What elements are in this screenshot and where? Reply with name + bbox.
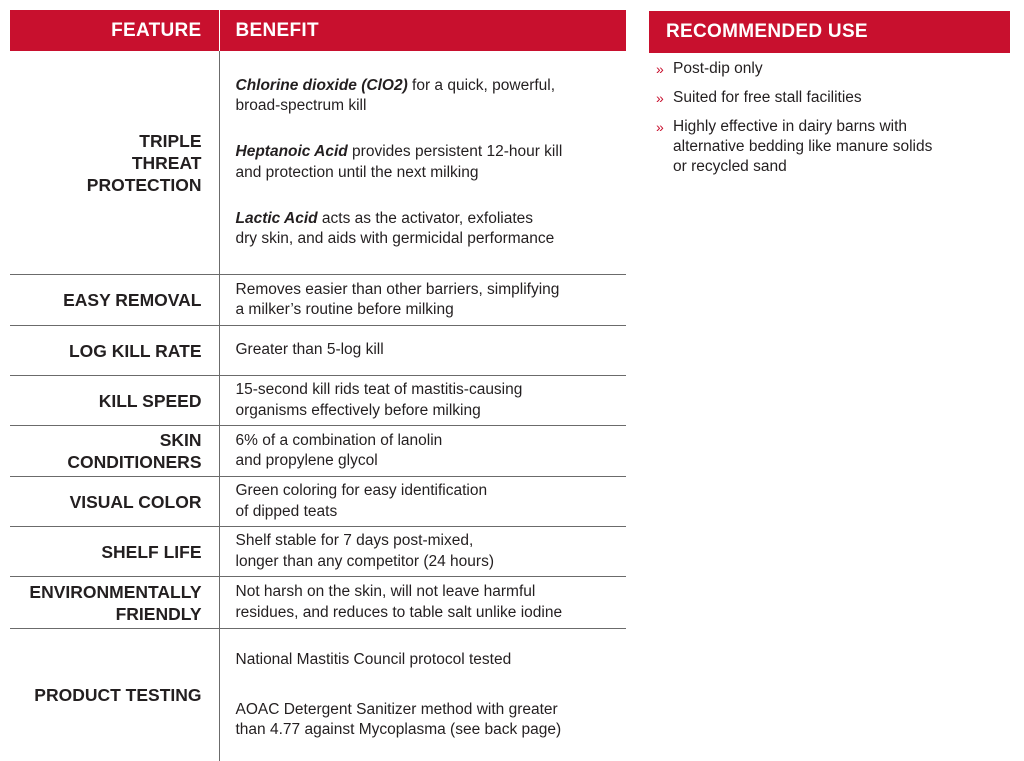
benefit-text: Greater than 5-log kill — [219, 326, 626, 376]
table-row — [10, 51, 626, 275]
benefit-paragraph: Lactic Acid acts as the activator, exfoliates dry skin, and aids with germicidal performance — [236, 209, 623, 250]
benefit-term: Lactic Acid — [236, 210, 318, 227]
table-header-row — [10, 10, 626, 51]
benefit-text: 6% of a combination of lanolin and propylene glycol — [219, 426, 626, 477]
table-row — [10, 426, 626, 477]
benefit-text: Shelf stable for 7 days post-mixed, longer than any competitor (24 hours) — [219, 527, 626, 577]
feature-label: ENVIRONMENTALLY FRIENDLY — [10, 577, 219, 629]
feature-label: TRIPLE THREAT PROTECTION — [10, 51, 219, 275]
benefit-text: Green coloring for easy identification of dipped teats — [219, 477, 626, 527]
benefit-paragraph: National Mastitis Council protocol tested — [236, 650, 623, 671]
feature-label: SKIN CONDITIONERS — [10, 426, 219, 477]
benefit-cell — [219, 51, 626, 275]
table-row — [10, 275, 626, 326]
feature-column-header: FEATURE — [10, 10, 219, 51]
recommended-use-list — [656, 59, 1006, 186]
list-item: » Highly effective in dairy barns with alternative bedding like manure solids or recycled sand — [656, 117, 1006, 177]
benefit-column-header: BENEFIT — [219, 10, 626, 51]
feature-label: VISUAL COLOR — [10, 477, 219, 527]
list-item: » Suited for free stall facilities — [656, 88, 1006, 108]
feature-label: KILL SPEED — [10, 376, 219, 426]
feature-label: EASY REMOVAL — [10, 275, 219, 326]
table-row — [10, 629, 626, 761]
benefit-term: Heptanoic Acid — [236, 143, 348, 160]
benefit-paragraph: Heptanoic Acid provides persistent 12-hour kill and protection until the next milking — [236, 142, 623, 183]
benefit-paragraph: AOAC Detergent Sanitizer method with greater than 4.77 against Mycoplasma (see back page) — [236, 700, 623, 741]
benefit-term: Chlorine dioxide (ClO2) — [236, 77, 408, 94]
table-row — [10, 376, 626, 426]
table-row — [10, 577, 626, 629]
benefit-text: 15-second kill rids teat of mastitis-causing organisms effectively before milking — [219, 376, 626, 426]
feature-label: SHELF LIFE — [10, 527, 219, 577]
bullet-icon: » — [656, 59, 664, 79]
table-row — [10, 477, 626, 527]
benefit-text: Removes easier than other barriers, simplifying a milker’s routine before milking — [219, 275, 626, 326]
recommended-use-header: RECOMMENDED USE — [649, 11, 1010, 53]
benefit-paragraph: Chlorine dioxide (ClO2) for a quick, powerful, broad-spectrum kill — [236, 76, 623, 117]
table-row — [10, 326, 626, 376]
table-row — [10, 527, 626, 577]
feature-label: PRODUCT TESTING — [10, 629, 219, 761]
feature-benefit-table — [10, 10, 626, 761]
feature-label: LOG KILL RATE — [10, 326, 219, 376]
list-item: » Post-dip only — [656, 59, 1006, 79]
benefit-cell — [219, 629, 626, 761]
bullet-icon: » — [656, 117, 664, 137]
bullet-icon: » — [656, 88, 664, 108]
benefit-text: Not harsh on the skin, will not leave harmful residues, and reduces to table salt unlike iodine — [219, 577, 626, 629]
